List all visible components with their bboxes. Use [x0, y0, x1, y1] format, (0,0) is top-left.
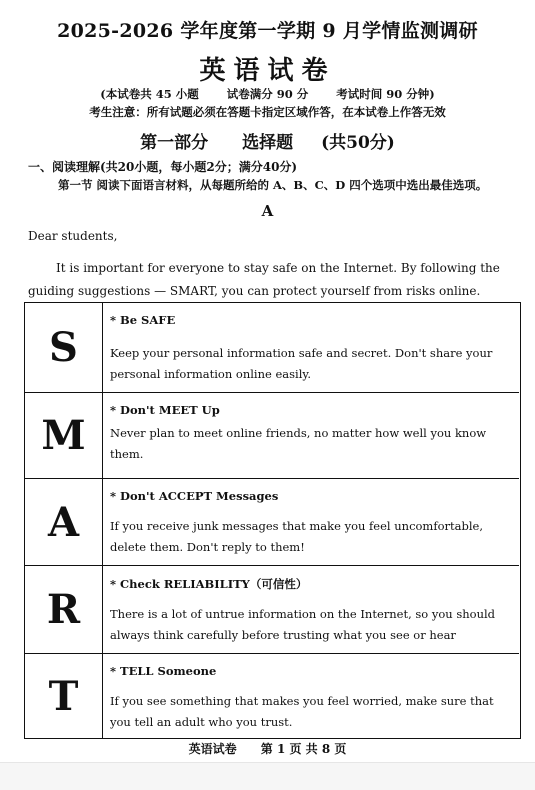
smart-rule-title: * Don't ACCEPT Messages: [110, 489, 279, 503]
part-heading: [0, 128, 535, 153]
passage-salutation: Dear students,: [28, 229, 118, 243]
smart-rule-text: If you see something that makes you feel worried, make sure that you tell an adult who you trust.: [110, 694, 494, 729]
smart-rule-text: Keep your personal information safe and secret. Don't share your personal information online easily.: [110, 346, 493, 381]
smart-rule-text: Never plan to meet online friends, no matter how well you know them.: [110, 426, 487, 461]
bottom-bar: [0, 762, 535, 790]
page-footer: [0, 740, 535, 757]
footer-subject: 英语试卷: [188, 742, 237, 756]
smart-row-s: [25, 303, 519, 393]
smart-row-r: [25, 566, 519, 654]
info-time: 考试时间 90 分钟): [336, 87, 435, 101]
passage-intro: It is important for everyone to stay safe on the Internet. By following the guiding suggestions — SMART, you can protect yourself from risks online.: [28, 261, 500, 298]
smart-letter: A: [25, 479, 103, 565]
passage-label: A: [261, 202, 274, 220]
section-heading: 一、阅读理解(共20小题，每小题2分；满分40分): [28, 160, 298, 174]
smart-row-a: [25, 479, 519, 566]
footer-page: 第 1 页 共 8 页: [260, 742, 347, 756]
smart-table: [24, 302, 521, 739]
smart-letter: T: [25, 654, 103, 738]
info-score: 试卷满分 90 分: [226, 87, 309, 101]
smart-rule-title: * TELL Someone: [110, 664, 217, 678]
smart-letter: R: [25, 566, 103, 653]
smart-rule-text: There is a lot of untrue information on the Internet, so you should always think carefully before trusting what you see or hear: [110, 607, 496, 642]
info-questions: (本试卷共 45 小题: [100, 87, 199, 101]
smart-rule-title: * Be SAFE: [110, 313, 176, 327]
part-score: (共50分): [321, 133, 395, 153]
smart-rule-title: * Don't MEET Up: [110, 403, 220, 417]
exam-title: 2025-2026 学年度第一学期 9 月学情监测调研: [57, 20, 478, 42]
smart-letter: M: [25, 393, 103, 478]
smart-rule-title: * Check RELIABILITY（可信性）: [110, 577, 308, 591]
subject-title: 英语试卷: [199, 56, 336, 86]
smart-rule-text: If you receive junk messages that make you feel uncomfortable, delete them. Don't reply to them!: [110, 519, 483, 554]
part-type: 选择题: [242, 133, 294, 153]
part-name: 第一部分: [140, 133, 209, 153]
smart-letter: S: [25, 303, 103, 392]
smart-row-t: [25, 654, 519, 738]
exam-notice: 考生注意：所有试题必须在答题卡指定区域作答，在本试卷上作答无效: [89, 105, 446, 119]
section-instruction: 第一节 阅读下面语言材料，从每题所给的 A、B、C、D 四个选项中选出最佳选项。: [58, 178, 488, 192]
exam-info: [0, 86, 535, 102]
smart-row-m: [25, 393, 519, 479]
